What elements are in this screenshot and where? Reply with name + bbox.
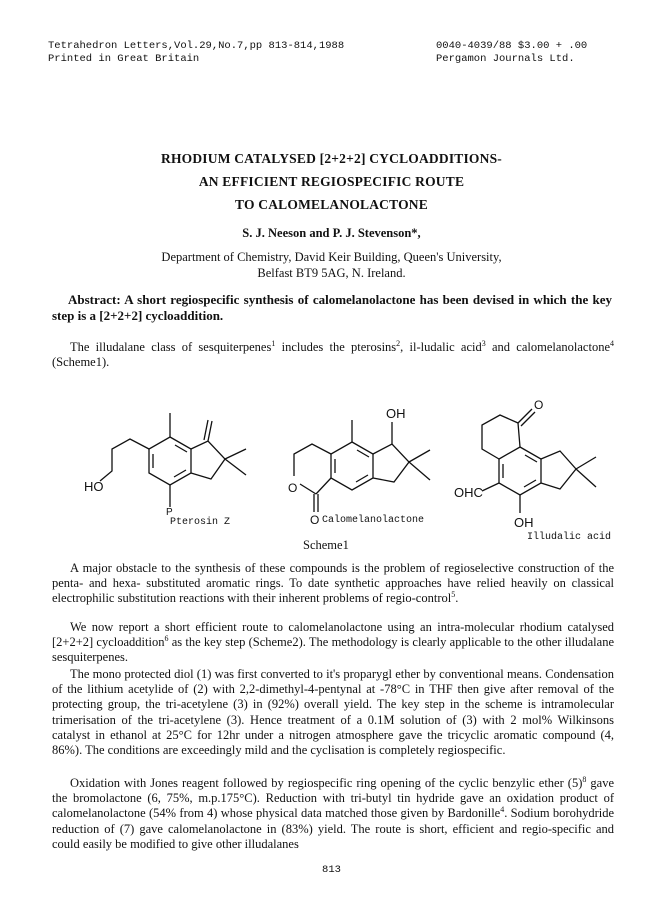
hydroxyl-label: OH [514, 515, 534, 530]
carbonyl-oxygen: O [310, 513, 320, 525]
ref-marker: 8 [582, 774, 587, 784]
ref-marker: 2 [396, 338, 401, 348]
hydroxyl-label: OH [386, 406, 406, 421]
ref-marker: 4 [500, 805, 505, 815]
calomelanolactone-structure [282, 400, 452, 525]
ref-marker: 1 [271, 338, 276, 348]
body-paragraph-4 [52, 776, 614, 852]
pterosin-z-structure [80, 395, 280, 525]
affiliation-line-2: Belfast BT9 5AG, N. Ireland. [257, 266, 406, 280]
body-paragraph-1 [52, 561, 614, 607]
code-line: 0040-4039/88 $3.00 + .00 [436, 40, 588, 52]
five-ring [191, 441, 225, 479]
illudalic-acid-structure [452, 385, 612, 535]
lactone-oxygen: O [288, 481, 298, 495]
body-text: We now report a short efficient route to calomelanolactone using an intra-molecular rhodium catalysed [2+2+2] cycloaddition [52, 620, 614, 650]
body-text: . [455, 591, 459, 606]
title-line-1: RHODIUM CATALYSED [2+2+2] CYCLOADDITIONS- [161, 151, 502, 166]
body-text: . Sodium borohydride reduction of (7) gave calomelanolactone in (83%) yield. The route is short, efficient and regio-specific and could easily be modified to give other illudalanes [52, 806, 615, 851]
title-line-3: TO CALOMELANOLACTONE [235, 197, 428, 212]
ref-marker: 5 [451, 590, 456, 600]
intro-text: , il-ludalic acid [400, 340, 482, 354]
page-number: 813 [322, 864, 341, 876]
benzene-ring [499, 447, 541, 495]
five-ring [541, 451, 576, 489]
five-ring [373, 444, 409, 482]
printed-line: Printed in Great Britain [48, 53, 200, 65]
pterosin-label: Pterosin Z [170, 517, 231, 528]
body-paragraph-3: The mono protected diol (1) was first converted to it's proparygl ether by conventional means. Condensation of the lithium acetylide of (2) with 2,2-dimethyl-4-pentynal at -78°C in THF then give after removal of the protecting group, the tri-acetylene (3) in (92%) overall yield. The key step in the scheme is intramolecular trimerisation of the tri-acetylene (3). Hence treatment of a 0.1M solution of (3) with 2 mol% Wilkinsons catalyst in ethanol at 25°C for 12hr under a nitrogen atmosphere gave the tricyclic aromatic compound (4, 86%). The conditions are exceedingly mild and the cyclisation is completely regiospecific. [52, 667, 614, 758]
body-text: Oxidation with Jones reagent followed by regiospecific ring opening of the cyclic benzylic ether (5) [70, 776, 583, 790]
title-line-2: AN EFFICIENT REGIOSPECIFIC ROUTE [198, 174, 465, 189]
journal-citation [48, 40, 344, 66]
carbonyl-oxygen: O [534, 398, 544, 412]
intro-text: and calomelanolactone [485, 340, 611, 354]
ref-marker: 3 [481, 338, 486, 348]
ref-marker: 4 [610, 338, 615, 348]
intro-text: includes the pterosins [275, 340, 397, 354]
scheme-caption: Scheme1 [303, 538, 349, 552]
citation-line: Tetrahedron Letters,Vol.29,No.7,pp 813-814,1988 [48, 40, 345, 52]
benzene-ring [149, 437, 191, 485]
p-mark: P [166, 507, 173, 518]
intro-text: The illudalane class of sesquiterpenes [70, 340, 272, 354]
publisher-line: Pergamon Journals Ltd. [436, 53, 575, 65]
body-paragraph-2 [52, 620, 614, 666]
calomelanolactone-label: Calomelanolactone [322, 515, 425, 526]
ref-marker: 6 [164, 634, 169, 644]
authors: S. J. Neeson and P. J. Stevenson*, [242, 226, 421, 240]
benzene-ring [331, 442, 373, 490]
intro-text: (Scheme1). [52, 355, 110, 370]
illudalic-label: Illudalic acid [527, 532, 612, 543]
publisher-code [436, 40, 587, 66]
abstract: Abstract: A short regiospecific synthesis of calomelanolactone has been devised in which the key step is a [2+2+2] cycloaddition. [52, 292, 612, 323]
aldehyde-label: OHC [454, 485, 483, 500]
body-text: gave the bromolactone (6, 75%, m.p.175°C). Reduction with tri-butyl tin hydride gave an oxidation product of calomelanolactone (54% from 4) whose physical data matched those given by Bardonille [52, 776, 614, 821]
body-text: as the key step (Scheme2). The methodology is clearly applicable to the other illudalane sesquiterpenes. [52, 635, 614, 665]
affiliation-line-1: Department of Chemistry, David Keir Building, Queen's University, [161, 250, 502, 264]
hydroxyl-label: HO [84, 479, 104, 494]
intro-paragraph [52, 340, 614, 370]
body-text: A major obstacle to the synthesis of these compounds is the problem of regioselective construction of the penta- and hexa- substituted aromatic rings. To date synthetic approaches have relied heavily on classical electrophilic substitution reactions with their inherent problems of regio-control [52, 561, 614, 606]
